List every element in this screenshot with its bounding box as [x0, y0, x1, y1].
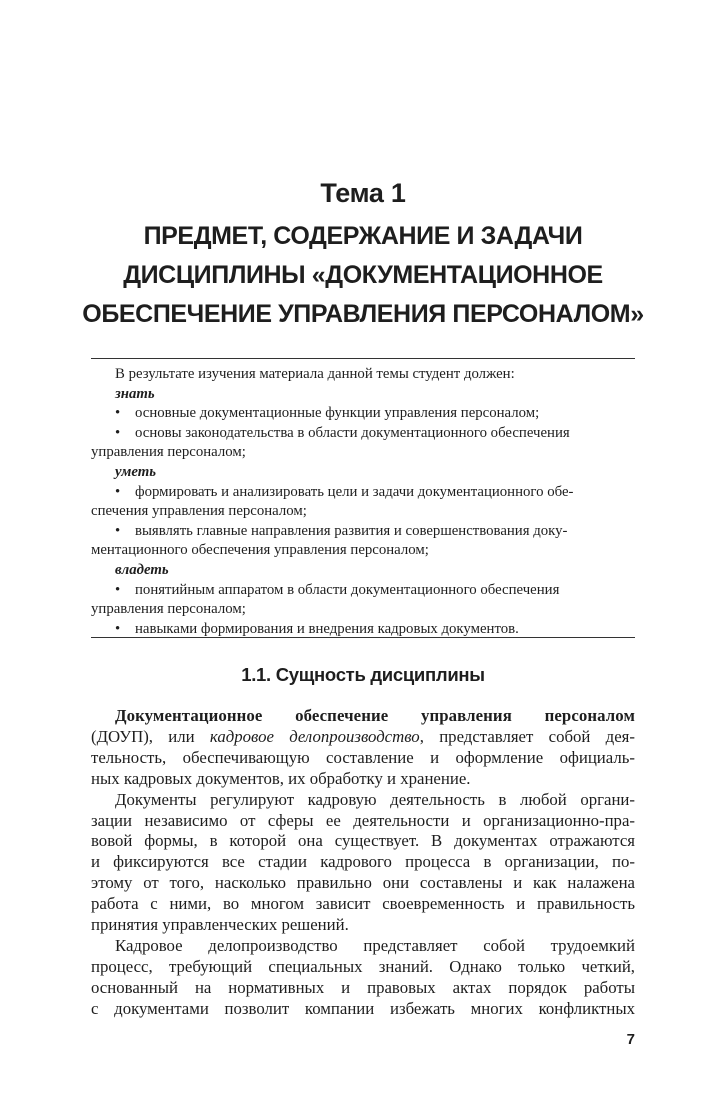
chapter-title-line: ДИСЦИПЛИНЫ «ДОКУМЕНТАЦИОННОЕ [123, 261, 603, 289]
objective-item-continued: управления персоналом; [91, 601, 246, 618]
topic-number: Тема 1 [320, 178, 406, 208]
paragraph [91, 936, 635, 1020]
paragraph [91, 790, 635, 936]
learning-objectives [91, 365, 635, 639]
section-heading: 1.1. Сущность дисциплины [241, 664, 485, 685]
objective-item: • навыками формирования и внедрения кадровых документов. [91, 620, 635, 640]
text-line: и фиксируются все стадии кадрового процесса в организации, по- [91, 852, 635, 872]
text-line: ных кадровых документов, их обработку и хранение. [91, 768, 471, 788]
bottom-divider [91, 637, 635, 638]
know-label: знать [115, 385, 155, 402]
objective-item: • основы законодательства в области документационного обеспечения [91, 424, 635, 444]
text-line: зации независимо от сферы ее деятельности и организационно-пра- [91, 810, 635, 830]
text-line: процесс, требующий специальных знаний. Однако только четкий, [91, 956, 635, 976]
objective-item-continued: ментационного обеспечения управления персоналом; [91, 542, 429, 559]
italic-term: кадровое делопроизводство [209, 726, 420, 746]
text-line: тельность, обеспечивающую составление и оформление официаль- [91, 747, 635, 767]
chapter-title-line: ПРЕДМЕТ, СОДЕРЖАНИЕ И ЗАДАЧИ [143, 222, 583, 250]
text-line: принятия управленческих решений. [91, 915, 349, 935]
bullet-icon: • [115, 405, 121, 422]
objective-item-continued: спечения управления персоналом; [91, 503, 307, 520]
bullet-icon: • [115, 581, 121, 598]
text-line: Кадровое делопроизводство представляет собой трудоемкий [115, 935, 635, 955]
text-line: работа с ними, во многом зависит своевременность и правильность [91, 894, 635, 914]
text-line: Документы регулируют кадровую деятельность в любой органи- [115, 789, 635, 809]
objective-item: • выявлять главные направления развития и совершенствования доку- [91, 522, 635, 542]
text-line: (ДОУП), или кадровое делопроизводство, представляет собой дея- [91, 726, 635, 746]
paragraph [91, 706, 635, 790]
text-line: с документами позволит компании избежать многих конфликтных [91, 998, 635, 1018]
body-text [91, 706, 635, 1020]
objective-item: • основные документационные функции управления персоналом; [91, 404, 635, 424]
top-divider [91, 358, 635, 359]
page-number: 7 [626, 1031, 635, 1048]
objectives-intro: В результате изучения материала данной темы студент должен: [115, 366, 515, 382]
text-line: этому от того, насколько правильно они составлены и как налажена [91, 873, 635, 893]
text-line: вовой формы, в которой она существует. В документах отражаются [91, 831, 635, 851]
objective-item: • понятийным аппаратом в области документационного обеспечения [91, 581, 635, 601]
text-line: основанный на нормативных и правовых актах порядок работы [91, 977, 635, 997]
can-label: уметь [115, 463, 156, 480]
bullet-icon: • [115, 620, 121, 637]
chapter-title [80, 217, 646, 334]
chapter-title-line: ОБЕСПЕЧЕНИЕ УПРАВЛЕНИЯ ПЕРСОНАЛОМ» [82, 300, 644, 328]
own-label: владеть [115, 561, 169, 578]
objective-item: • формировать и анализировать цели и задачи документационного обе- [91, 483, 635, 503]
text-line [91, 706, 635, 727]
bullet-icon: • [115, 424, 121, 441]
objective-item-continued: управления персоналом; [91, 444, 246, 461]
bullet-icon: • [115, 483, 121, 500]
bullet-icon: • [115, 522, 121, 539]
bold-term: Документационное обеспечение управления персоналом [115, 706, 635, 725]
